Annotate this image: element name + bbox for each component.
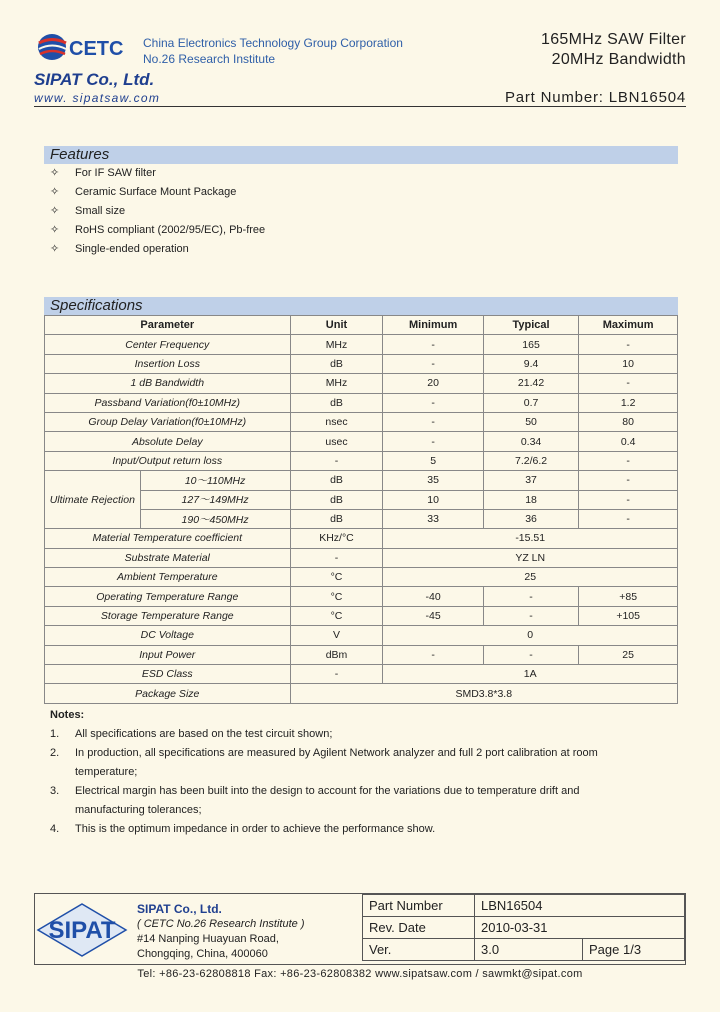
feature-item: ✧ Ceramic Surface Mount Package — [50, 183, 265, 202]
sipat-logo — [34, 902, 130, 958]
features-heading: Features — [44, 146, 678, 164]
table-row — [363, 895, 685, 917]
version-label: Ver. — [363, 939, 475, 961]
product-title — [541, 30, 686, 70]
note-item: 2. In production, all specifications are measured by Agilent Network analyzer and full 2 port calibration at room temperature; — [50, 747, 598, 778]
table-row: 127～149MHz dB 10 18 - — [45, 490, 678, 509]
notes-section — [50, 706, 650, 839]
table-row — [363, 917, 685, 939]
table-row: Material Temperature coefficient KHz/°C -15.51 — [45, 529, 678, 548]
part-number: Part Number: LBN16504 — [504, 89, 686, 106]
part-number-label: Part Number — [363, 895, 475, 917]
rev-date-label: Rev. Date — [363, 917, 475, 939]
bullet-icon: ✧ — [50, 205, 60, 217]
footer-company-info — [137, 902, 305, 962]
table-row: Group Delay Variation(f0±10MHz) nsec - 50 80 — [45, 412, 678, 431]
table-row: Package Size SMD3.8*3.8 — [45, 684, 678, 703]
part-number-value: LBN16504 — [475, 895, 685, 917]
product-line-2: 20MHz Bandwidth — [551, 51, 686, 68]
feature-item: ✧ For IF SAW filter — [50, 164, 265, 183]
header-cell: Typical — [483, 316, 578, 335]
header-cell: Parameter — [45, 316, 291, 335]
table-row: Operating Temperature Range °C -40 - +85 — [45, 587, 678, 606]
org-line-1: China Electronics Technology Group Corporation — [143, 36, 403, 50]
table-header-row — [45, 316, 678, 335]
table-row: Ambient Temperature °C 25 — [45, 568, 678, 587]
header-cell: Minimum — [383, 316, 483, 335]
footer-info-table — [362, 894, 685, 961]
table-row: Substrate Material - YZ LN — [45, 548, 678, 567]
table-row: Input/Output return loss - 5 7.2/6.2 - — [45, 451, 678, 470]
table-row: Center Frequency MHz - 165 - — [45, 335, 678, 354]
rev-date-value: 2010-03-31 — [475, 917, 685, 939]
contact-info: Tel: +86-23-62808818 Fax: +86-23-62808382 www.sipatsaw.com / sawmkt@sipat.com — [137, 968, 583, 980]
bullet-icon: ✧ — [50, 243, 60, 255]
version-value: 3.0 — [475, 939, 583, 961]
header-cell: Unit — [290, 316, 383, 335]
specifications-heading: Specifications — [44, 297, 678, 315]
specifications-table — [44, 315, 678, 704]
feature-item: ✧ Single-ended operation — [50, 240, 265, 259]
header-divider — [34, 106, 686, 107]
table-row: 1 dB Bandwidth MHz 20 21.42 - — [45, 374, 678, 393]
table-row: Passband Variation(f0±10MHz) dB - 0.7 1.2 — [45, 393, 678, 412]
note-item: 1. All specifications are based on the test circuit shown; — [50, 728, 333, 740]
organization-name — [143, 35, 403, 67]
org-line-2: No.26 Research Institute — [143, 52, 276, 66]
table-row: Absolute Delay usec - 0.34 0.4 — [45, 432, 678, 451]
table-row: DC Voltage V 0 — [45, 626, 678, 645]
bullet-icon: ✧ — [50, 224, 60, 236]
website-link[interactable]: www. sipatsaw.com — [34, 91, 161, 105]
footer-company-name: SIPAT Co., Ltd. — [137, 902, 222, 916]
table-row: 190～450MHz dB 33 36 - — [45, 509, 678, 528]
company-name: SIPAT Co., Ltd. — [34, 70, 155, 89]
table-row: Input Power dBm - - 25 — [45, 645, 678, 664]
feature-item: ✧ RoHS compliant (2002/95/EC), Pb-free — [50, 221, 265, 240]
footer-address-line-2: Chongqing, China, 400060 — [137, 948, 268, 960]
table-row: ESD Class - 1A — [45, 665, 678, 684]
table-row: Ultimate Rejection 10～110MHz dB 35 37 - — [45, 471, 678, 490]
bullet-icon: ✧ — [50, 186, 60, 198]
product-line-1: 165MHz SAW Filter — [541, 31, 686, 48]
cetc-logo-text: CETC — [69, 38, 124, 60]
cetc-logo — [36, 30, 130, 64]
sipat-logo-text: SIPAT — [48, 917, 116, 944]
bullet-icon: ✧ — [50, 167, 60, 179]
footer-institute: ( CETC No.26 Research Institute ) — [137, 918, 305, 930]
footer-address-line-1: #14 Nanping Huayuan Road, — [137, 933, 279, 945]
features-list — [50, 164, 265, 259]
ultimate-rejection-label: Ultimate Rejection — [45, 471, 141, 529]
feature-item: ✧ Small size — [50, 202, 265, 221]
table-row: Insertion Loss dB - 9.4 10 — [45, 354, 678, 373]
notes-title: Notes: — [50, 709, 85, 721]
note-item: 3. Electrical margin has been built into the design to account for the variations due to temperature drift and manufacturing tolerances; — [50, 785, 580, 816]
header-cell: Maximum — [579, 316, 678, 335]
page-indicator: Page 1/3 — [583, 939, 685, 961]
note-item: 4. This is the optimum impedance in order to achieve the performance show. — [50, 823, 436, 835]
table-row: Storage Temperature Range °C -45 - +105 — [45, 606, 678, 625]
table-row — [363, 939, 685, 961]
